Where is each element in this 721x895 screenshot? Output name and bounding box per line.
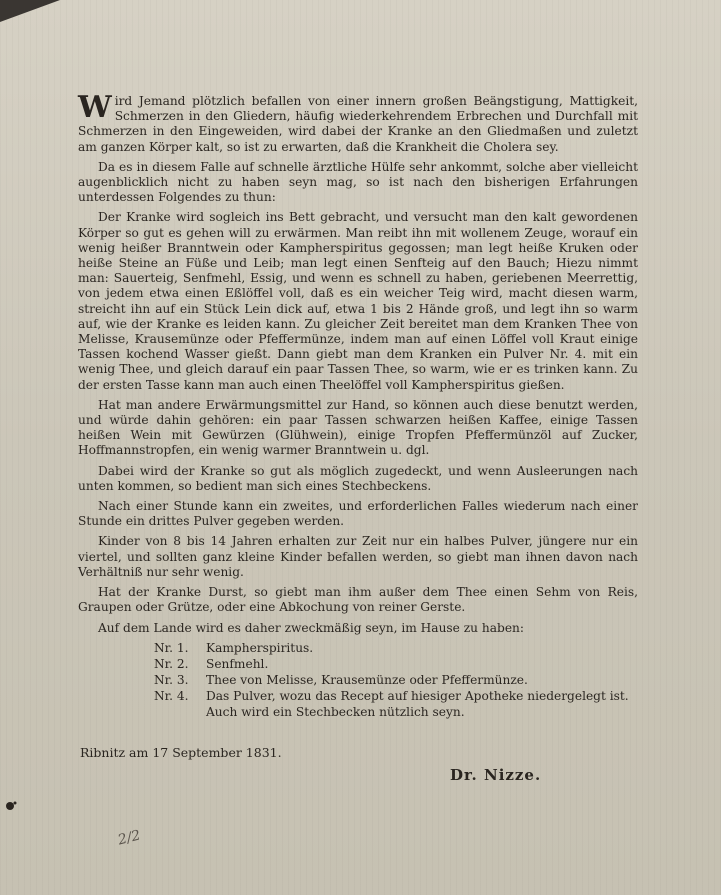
list-number: Nr. 3. — [154, 673, 189, 688]
paragraph: Hat der Kranke Durst, so giebt man ihm außer dem Thee einen Sehm von Reis, Graupen oder Grütze, oder eine Abkochung von reiner Gerste. — [78, 585, 638, 615]
paragraph: Da es in diesem Falle auf schnelle ärztliche Hülfe sehr ankommt, solche aber vielleicht augenblicklich nicht zu haben seyn mag, so ist nach den bisherigen Erfahrungen unterdessen Folgendes zu thun: — [78, 159, 638, 205]
list-item — [154, 673, 638, 688]
notice-text — [78, 90, 638, 726]
list-text: Kampherspiritus. — [206, 640, 314, 655]
list-number: Nr. 1. — [154, 640, 189, 655]
paragraph: Hat man andere Erwärmungsmittel zur Hand, so können auch diese benutzt werden, und würde dahin gehören: ein paar Tassen schwarzen heißen Kaffee, einige Tassen heißen Wein mit Gewürzen (Glühwein), einige Tropfen Pfeffermünzöl auf Zucker, Hoffmannstropfen, ein wenig warmer Branntwein u. dgl. — [78, 397, 638, 458]
paragraph: Auf dem Lande wird es daher zweckmäßig seyn, im Hause zu haben: — [98, 620, 524, 635]
drop-cap: W — [78, 90, 112, 125]
list-item — [154, 689, 638, 719]
ink-blot-icon — [4, 798, 18, 814]
torn-corner — [0, 0, 60, 22]
signature: Dr. Nizze. — [450, 766, 542, 784]
list-text: Thee von Melisse, Krausemünze oder Pfeffermünze. — [206, 673, 528, 688]
list-number: Nr. 4. — [154, 689, 189, 704]
intro-paragraph — [78, 90, 638, 155]
list-text: Das Pulver, wozu das Recept auf hiesiger Apotheke niedergelegt ist. — [206, 689, 629, 704]
supply-list — [154, 641, 638, 720]
list-item — [154, 641, 638, 656]
place-date: Ribnitz am 17 September 1831. — [80, 745, 282, 760]
paragraph: Kinder von 8 bis 14 Jahren erhalten zur Zeit nur ein halbes Pulver, jüngere nur ein viertel, und sollten ganz kleine Kinder befallen werden, so giebt man ihnen davon nach Verhältniß nur sehr wenig. — [78, 534, 638, 579]
paragraph: Dabei wird der Kranke so gut als möglich zugedeckt, und wenn Ausleerungen nach unten kommen, so bedient man sich eines Stechbeckens. — [78, 463, 638, 493]
paragraph: Der Kranke wird sogleich ins Bett gebracht, und versucht man den kalt gewordenen Körper so gut es gehen will zu erwärmen. Man reibt ihn mit wollenem Zeuge, worauf ein wenig heißer Branntwein oder Kampherspiritus gegossen; man legt heiße Kruken oder heiße Steine an Füße und Leib; man legt einen Senfteig auf den Bauch; Hiezu nimmt man: Sauerteig, Senfmehl, Essig, und wenn es schnell zu haben, geriebenen Meerrettig, von jedem etwa einen Eßlöffel voll, daß es ein weicher Teig wird, macht diesen warm, streicht ihn auf ein Stück Lein dick auf, etwa 1 bis 2 Hände groß, und legt ihn so warm auf, wie der Kranke es leiden kann. Zu gleicher Zeit bereitet man dem Kranken Thee von Melisse, Krausemünze oder Pfeffermünze, indem man auf einen Löffel voll Kraut einige Tassen kochend Wasser gießt. Dann giebt man dem Kranken ein Pulver Nr. 4. mit ein wenig Thee, und gleich darauf ein paar Tassen Thee, so warm, wie er es trinken kann. Zu der ersten Tasse kann man auch einen Theelöffel voll Kampherspiritus gießen. — [78, 210, 638, 392]
paragraph: Nach einer Stunde kann ein zweites, und erforderlichen Falles wiederum nach einer Stunde ein drittes Pulver gegeben werden. — [78, 499, 638, 529]
margin-note: 2/2 — [116, 827, 143, 849]
list-text: Senfmehl. — [206, 656, 269, 671]
list-continuation: Auch wird ein Stechbecken nützlich seyn. — [206, 704, 465, 719]
list-item — [154, 657, 638, 672]
list-number: Nr. 2. — [154, 656, 189, 671]
intro-text: ird Jemand plötzlich befallen von einer innern großen Beängstigung, Mattigkeit, Schmerzen in den Gliedern, häufig wiederkehrendem Erbrechen und Durchfall mit Schmerzen in den Eingeweiden, wird dabei der Kranke an den Gliedmaßen und zuletzt am ganzen Körper kalt, so ist zu erwarten, daß die Krankheit die Cholera sey. — [78, 94, 638, 154]
